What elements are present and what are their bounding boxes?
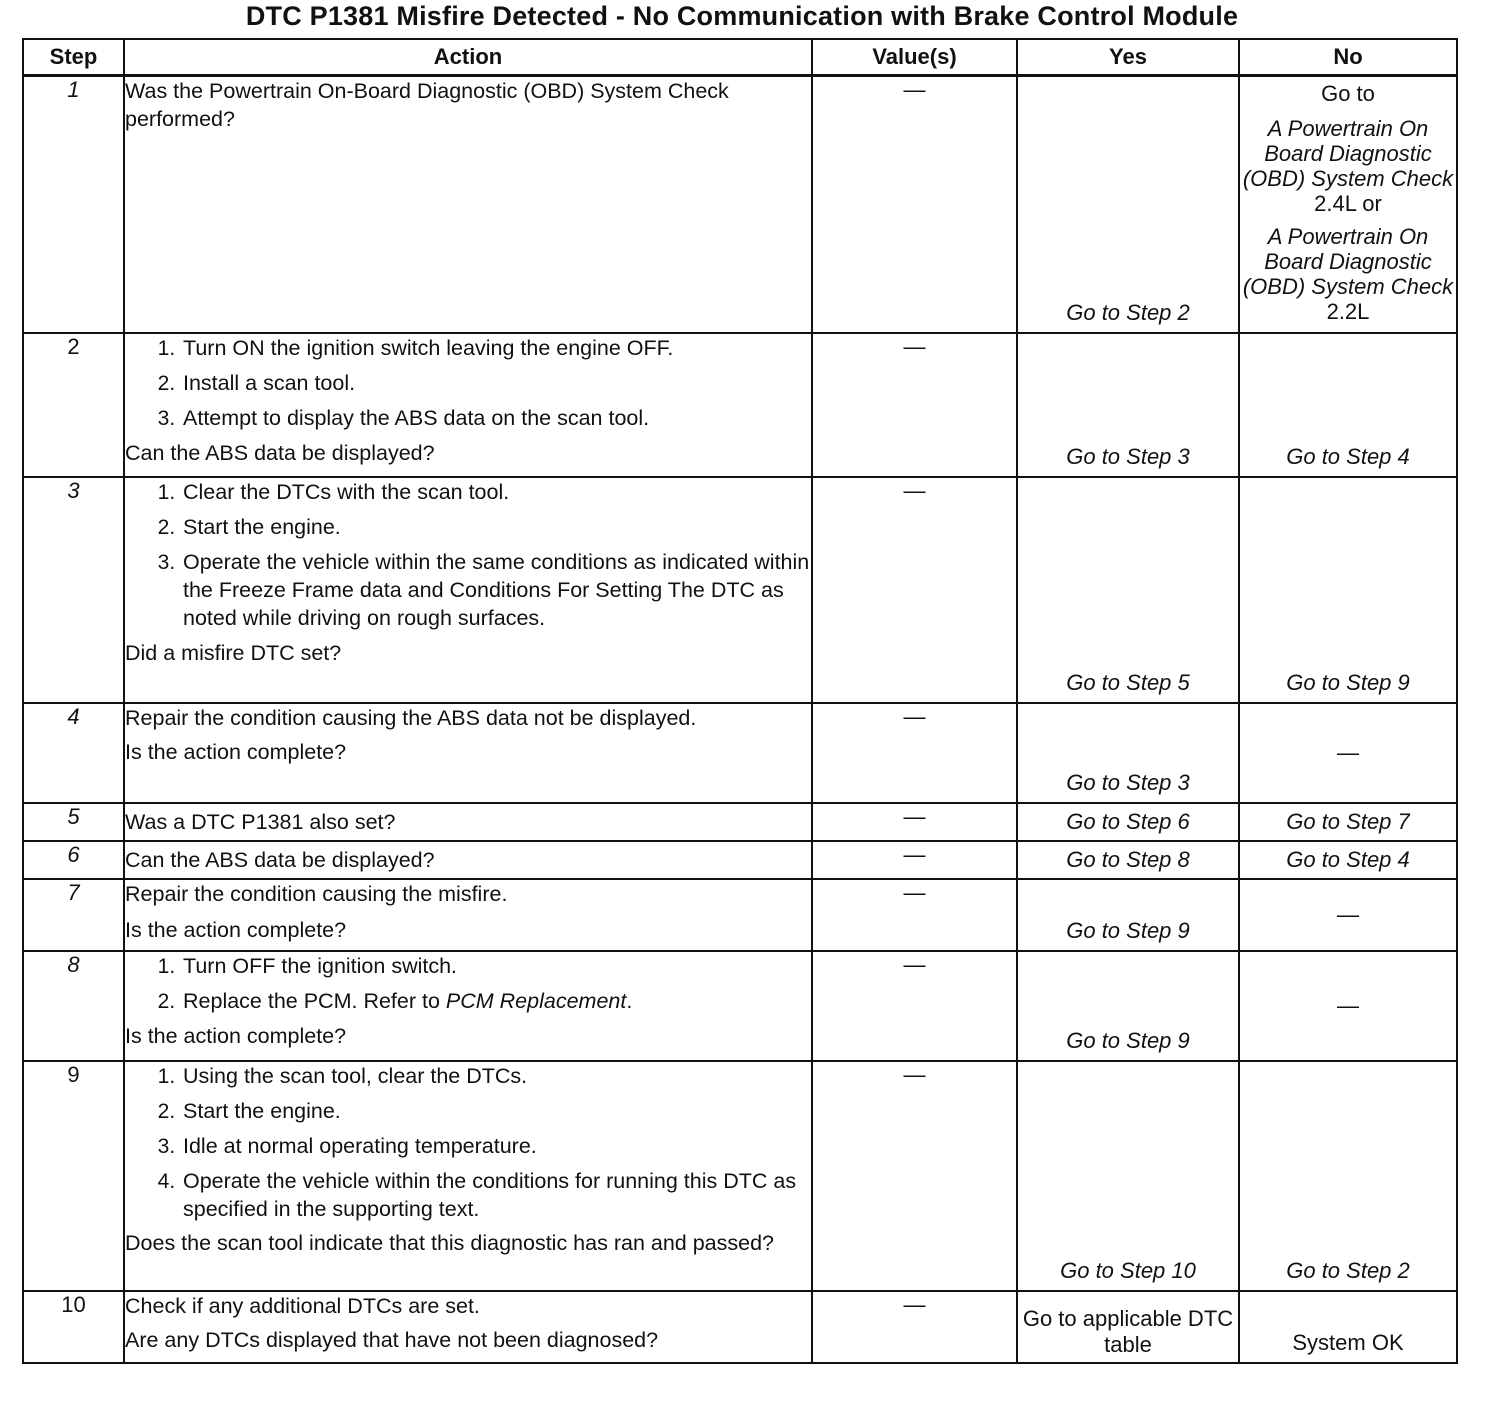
no-goto: Go to Step 7: [1286, 809, 1410, 834]
empty-value-dash: —: [903, 704, 926, 729]
no-cell: [1239, 1061, 1457, 1291]
empty-value-dash: —: [903, 804, 926, 829]
yes-goto: Go to Step 10: [1060, 1258, 1196, 1283]
step-number: 2: [23, 333, 124, 477]
yes-cell: [1017, 76, 1239, 334]
no-goto: Go to Step 2: [1286, 1258, 1410, 1283]
page-title: DTC P1381 Misfire Detected - No Communication with Brake Control Module: [245, 1, 1239, 31]
no-goto: Go to Step 4: [1286, 444, 1410, 469]
table-row: [23, 1291, 1457, 1363]
step-number: 1: [23, 76, 124, 334]
yes-goto: Go to Step 6: [1066, 809, 1190, 834]
yes-cell: [1017, 1291, 1239, 1363]
action-question: Was a DTC P1381 also set?: [125, 810, 396, 834]
yes-goto: Go to applicable DTC table: [1022, 1306, 1234, 1357]
action-steps: [125, 952, 811, 1015]
action-cell: [124, 703, 812, 803]
action-step-item: 1. Clear the DTCs with the scan tool.: [181, 478, 811, 506]
action-cell: [124, 1061, 812, 1291]
no-cell: [1239, 803, 1457, 841]
empty-value-dash: —: [903, 1292, 926, 1317]
action-question: Is the action complete?: [125, 740, 347, 764]
action-step-item: 2. Start the engine.: [181, 1097, 811, 1125]
value-cell: [812, 703, 1017, 803]
action-cell: [124, 333, 812, 477]
no-cell: [1239, 477, 1457, 703]
action-cell: [124, 803, 812, 841]
step-number: 10: [23, 1291, 124, 1363]
yes-goto: Go to Step 9: [1066, 918, 1190, 943]
action-cell: [124, 879, 812, 951]
step-number: 3: [23, 477, 124, 703]
action-step-item: 2. Start the engine.: [181, 513, 811, 541]
action-steps: [125, 1062, 811, 1223]
yes-cell: [1017, 841, 1239, 879]
action-steps: [125, 334, 811, 432]
yes-goto: Go to Step 8: [1066, 847, 1190, 872]
action-step-item: 2. Install a scan tool.: [181, 369, 811, 397]
header-yes: Yes: [1017, 39, 1239, 76]
value-cell: [812, 76, 1017, 334]
table-row: [23, 879, 1457, 951]
table-row: [23, 951, 1457, 1061]
yes-goto: Go to Step 3: [1066, 770, 1190, 795]
value-cell: [812, 803, 1017, 841]
yes-goto: Go to Step 5: [1066, 670, 1190, 695]
action-cell: [124, 951, 812, 1061]
no-cell: [1239, 879, 1457, 951]
action-step-item: 1. Turn OFF the ignition switch.: [181, 952, 811, 980]
table-row: [23, 76, 1457, 334]
empty-value-dash: —: [903, 478, 926, 503]
step-number: 9: [23, 1061, 124, 1291]
pcm-replacement-link[interactable]: PCM Replacement: [445, 989, 627, 1013]
action-step-item: 1. Turn ON the ignition switch leaving the engine OFF.: [181, 334, 811, 362]
value-cell: [812, 333, 1017, 477]
no-cell: [1239, 703, 1457, 803]
action-question: Was the Powertrain On-Board Diagnostic (OBD) System Check performed?: [125, 79, 729, 131]
action-steps: [125, 478, 811, 632]
no-result: System OK: [1292, 1330, 1404, 1355]
yes-cell: [1017, 477, 1239, 703]
step-number: 8: [23, 951, 124, 1061]
header-no: No: [1239, 39, 1457, 76]
action-step-item: 1. Using the scan tool, clear the DTCs.: [181, 1062, 811, 1090]
step-number: 4: [23, 703, 124, 803]
yes-cell: [1017, 951, 1239, 1061]
action-statement: Repair the condition causing the ABS data not be displayed.: [125, 706, 697, 730]
action-cell: [124, 76, 812, 334]
action-step-item: 3. Attempt to display the ABS data on the scan tool.: [181, 404, 811, 432]
no-cell: [1239, 1291, 1457, 1363]
action-cell: [124, 477, 812, 703]
value-cell: [812, 477, 1017, 703]
yes-cell: [1017, 1061, 1239, 1291]
table-row: [23, 703, 1457, 803]
action-question: Can the ABS data be displayed?: [125, 441, 435, 465]
yes-goto: Go to Step 3: [1066, 444, 1190, 469]
action-step-item: 3. Operate the vehicle within the same conditions as indicated within the Freeze Frame data and Conditions For Setting The DTC as noted while driving on rough surfaces.: [181, 548, 811, 632]
no-dash: —: [1337, 902, 1359, 927]
value-cell: [812, 951, 1017, 1061]
no-goto-label: Go to: [1321, 81, 1375, 106]
yes-cell: [1017, 333, 1239, 477]
action-question: Did a misfire DTC set?: [125, 641, 342, 665]
step-number: 7: [23, 879, 124, 951]
table-row: [23, 841, 1457, 879]
no-reference-2-4l: [1240, 116, 1456, 216]
empty-value-dash: —: [903, 77, 926, 102]
action-question: Are any DTCs displayed that have not been diagnosed?: [125, 1328, 659, 1352]
step-number: 5: [23, 803, 124, 841]
no-cell: [1239, 333, 1457, 477]
no-cell: [1239, 76, 1457, 334]
action-question: Is the action complete?: [125, 1024, 347, 1048]
action-step-item: 3. Idle at normal operating temperature.: [181, 1132, 811, 1160]
no-goto: Go to Step 4: [1286, 847, 1410, 872]
table-row: [23, 333, 1457, 477]
value-cell: [812, 879, 1017, 951]
action-cell: [124, 841, 812, 879]
yes-cell: [1017, 879, 1239, 951]
action-statement: Check if any additional DTCs are set.: [125, 1294, 480, 1318]
value-cell: [812, 841, 1017, 879]
no-dash: —: [1337, 740, 1359, 765]
header-values: Value(s): [812, 39, 1017, 76]
action-cell: [124, 1291, 812, 1363]
step-number: 6: [23, 841, 124, 879]
value-cell: [812, 1061, 1017, 1291]
action-question: Does the scan tool indicate that this diagnostic has ran and passed?: [125, 1231, 774, 1255]
empty-value-dash: —: [903, 1062, 926, 1087]
table-row: [23, 803, 1457, 841]
yes-goto: Go to Step 2: [1066, 300, 1190, 325]
yes-goto: Go to Step 9: [1066, 1028, 1190, 1053]
no-cell: [1239, 951, 1457, 1061]
header-step: Step: [23, 39, 124, 76]
action-step-item: [181, 987, 811, 1015]
empty-value-dash: —: [903, 880, 926, 905]
table-row: [23, 1061, 1457, 1291]
no-cell: [1239, 841, 1457, 879]
ref-suffix: 2.2L: [1326, 299, 1370, 324]
header-row: [23, 39, 1457, 76]
ref-title: A Powertrain On Board Diagnostic (OBD) System Check: [1242, 224, 1454, 299]
empty-value-dash: —: [903, 842, 926, 867]
no-goto: Go to Step 9: [1286, 670, 1410, 695]
header-action: Action: [124, 39, 812, 76]
action-step-item: 4. Operate the vehicle within the conditions for running this DTC as specified in the supporting text.: [181, 1167, 811, 1223]
ref-title: A Powertrain On Board Diagnostic (OBD) System Check: [1242, 116, 1454, 191]
no-reference-2-2l: [1240, 224, 1456, 324]
no-dash: —: [1337, 993, 1359, 1018]
ref-suffix: 2.4L or: [1314, 191, 1382, 216]
step-text: .: [626, 989, 633, 1013]
empty-value-dash: —: [903, 952, 926, 977]
empty-value-dash: —: [903, 334, 926, 359]
yes-cell: [1017, 803, 1239, 841]
action-question: Is the action complete?: [125, 918, 347, 942]
yes-cell: [1017, 703, 1239, 803]
action-statement: Repair the condition causing the misfire.: [125, 882, 508, 906]
action-question: Can the ABS data be displayed?: [125, 848, 435, 872]
diagnostic-table: [22, 38, 1458, 1364]
table-row: [23, 477, 1457, 703]
step-text: Replace the PCM. Refer to: [183, 989, 446, 1013]
value-cell: [812, 1291, 1017, 1363]
